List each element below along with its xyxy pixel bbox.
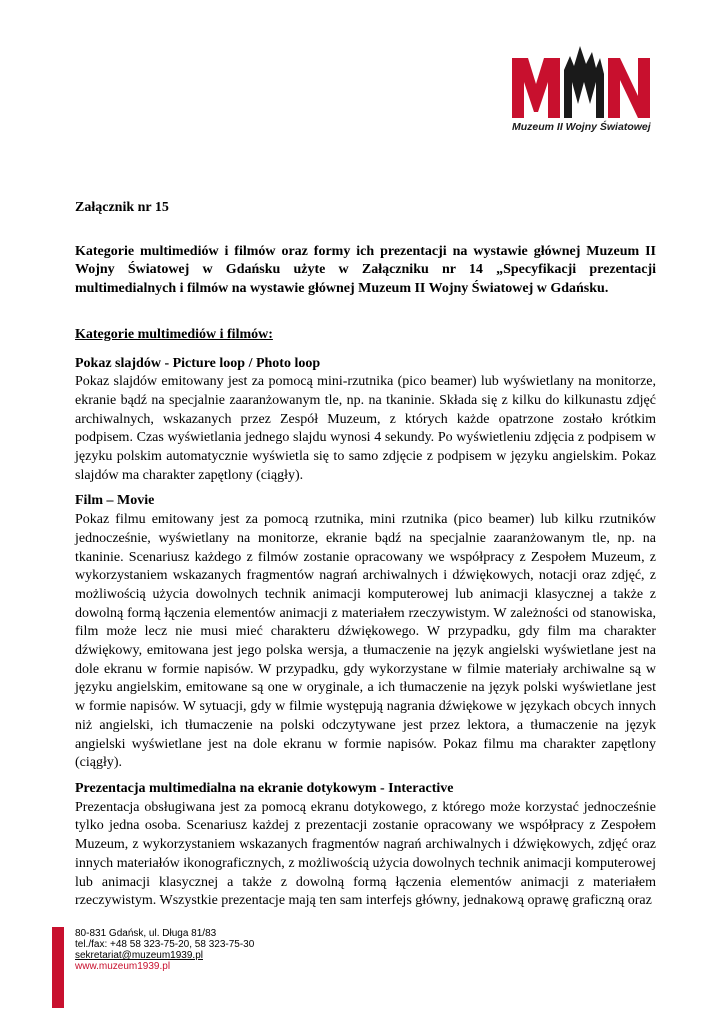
footer-phone: tel./fax: +48 58 323-75-20, 58 323-75-30 xyxy=(75,939,255,950)
document-title: Kategorie multimediów i filmów oraz formy ich prezentacji na wystawie głównej Muzeum II Wojny Światowej w Gdańsku użyte w Załączniku nr 14 „Specyfikacji prezentacji multimedialnych i filmów na wystawie głównej Muzeum II Wojny Światowej w Gdańsku. xyxy=(75,243,656,297)
category-title: Pokaz slajdów - Picture loop / Photo loop xyxy=(75,355,321,371)
category-description: Prezentacja obsługiwana jest za pomocą ekranu dotykowego, z którego może korzystać jednocześnie tylko jedna osoba. Scenariusz każdej z prezentacji zostanie opracowany we współpracy z Zespołem Muzeum, z wykorzystaniem wskazanych fragmentów nagrań archiwalnych i dźwiękowych, zdjęć oraz innych materiałów ikonograficznych, z możliwością użycia dowolnych technik animacji komputerowej lub animacji klasycznej a także z dowolną formą łączenia elementów animacji z materiałem rzeczywistym. Wszystkie prezentacje mają ten sam interfejs główny, jednakową oprawę graficzną oraz xyxy=(75,799,656,909)
category-interactive xyxy=(75,780,656,911)
document-body xyxy=(75,199,656,918)
category-description: Pokaz slajdów emitowany jest za pomocą mini-rzutnika (pico beamer) lub wyświetlany na monitorze, ekranie bądź na specjalnie zaaranżowanym tle, np. na tkaninie. Składa się z kilku do kilkunastu zdjęć archiwalnych, wskazanych przez Zespół Muzeum, z których każde opatrzone zostało krótkim podpisem. Czas wyświetlania jednego slajdu wynosi 4 sekundy. Po wyświetleniu zdjęcia z podpisem w języku polskim automatycznie wyświetla się to samo zdjęcie z podpisem w języku angielskim. Pokaz slajdów ma charakter zapętlony (ciągły). xyxy=(75,374,656,483)
footer-accent-bar xyxy=(52,927,64,1008)
category-film xyxy=(75,492,656,773)
museum-logo-mark xyxy=(508,42,658,120)
category-title: Film – Movie xyxy=(75,493,155,509)
category-title: Prezentacja multimedialna na ekranie dotykowym - Interactive xyxy=(75,780,454,796)
footer-email-link[interactable]: sekretariat@muzeum1939.pl xyxy=(75,950,203,961)
logo-subtitle: Muzeum II Wojny Światowej xyxy=(512,121,651,133)
logo-letter-n xyxy=(608,58,650,118)
section-heading: Kategorie multimediów i filmów: xyxy=(75,326,273,342)
logo-flame-shape xyxy=(564,46,604,118)
footer-contact xyxy=(75,928,254,972)
museum-logo xyxy=(508,42,658,137)
footer-address: 80-831 Gdańsk, ul. Długa 81/83 xyxy=(75,928,217,939)
footer-website-link[interactable]: www.muzeum1939.pl xyxy=(75,961,171,972)
category-description: Pokaz filmu emitowany jest za pomocą rzutnika, mini rzutnika (pico beamer) lub kilku rzutników jednocześnie, wyświetlany na monitorze, ekranie bądź na specjalnie zaaranżowanym tle, np. na tkaninie. Scenariusz każdego z filmów zostanie opracowany we współpracy z Zespołem Muzeum, z wykorzystaniem wskazanych fragmentów nagrań archiwalnych i dźwiękowych, notacji oraz zdjęć, z możliwością użycia dowolnych technik animacji komputerowej lub animacji klasycznej a także z dowolną formą łączenia elementów animacji z materiałem rzeczywistym. W zależności od stanowiska, film może lecz nie musi mieć charakteru dźwiękowego. W przypadku, gdy film ma charakter dźwiękowy, emitowana jest jego polska wersja, a tłumaczenie na język angielski wyświetlane jest na dole ekranu w formie napisów. W przypadku, gdy wykorzystane w filmie materiały archiwalne są w języku angielskim, emitowane są one w oryginale, a ich tłumaczenie na język polski wyświetlane jest w formie napisów. W sytuacji, gdy w filmie występują nagrania dźwiękowe w językach obcych innych niż angielski, ich tłumaczenie na polski odczytywane jest przez lektora, a tłumaczenie na język angielski wyświetlane jest na dole ekranu w formie napisów. Pokaz filmu ma charakter zapętlony (ciągły). xyxy=(75,512,656,771)
annex-number: Załącznik nr 15 xyxy=(75,200,169,215)
logo-letter-m xyxy=(512,58,560,118)
category-slideshow xyxy=(75,355,656,486)
